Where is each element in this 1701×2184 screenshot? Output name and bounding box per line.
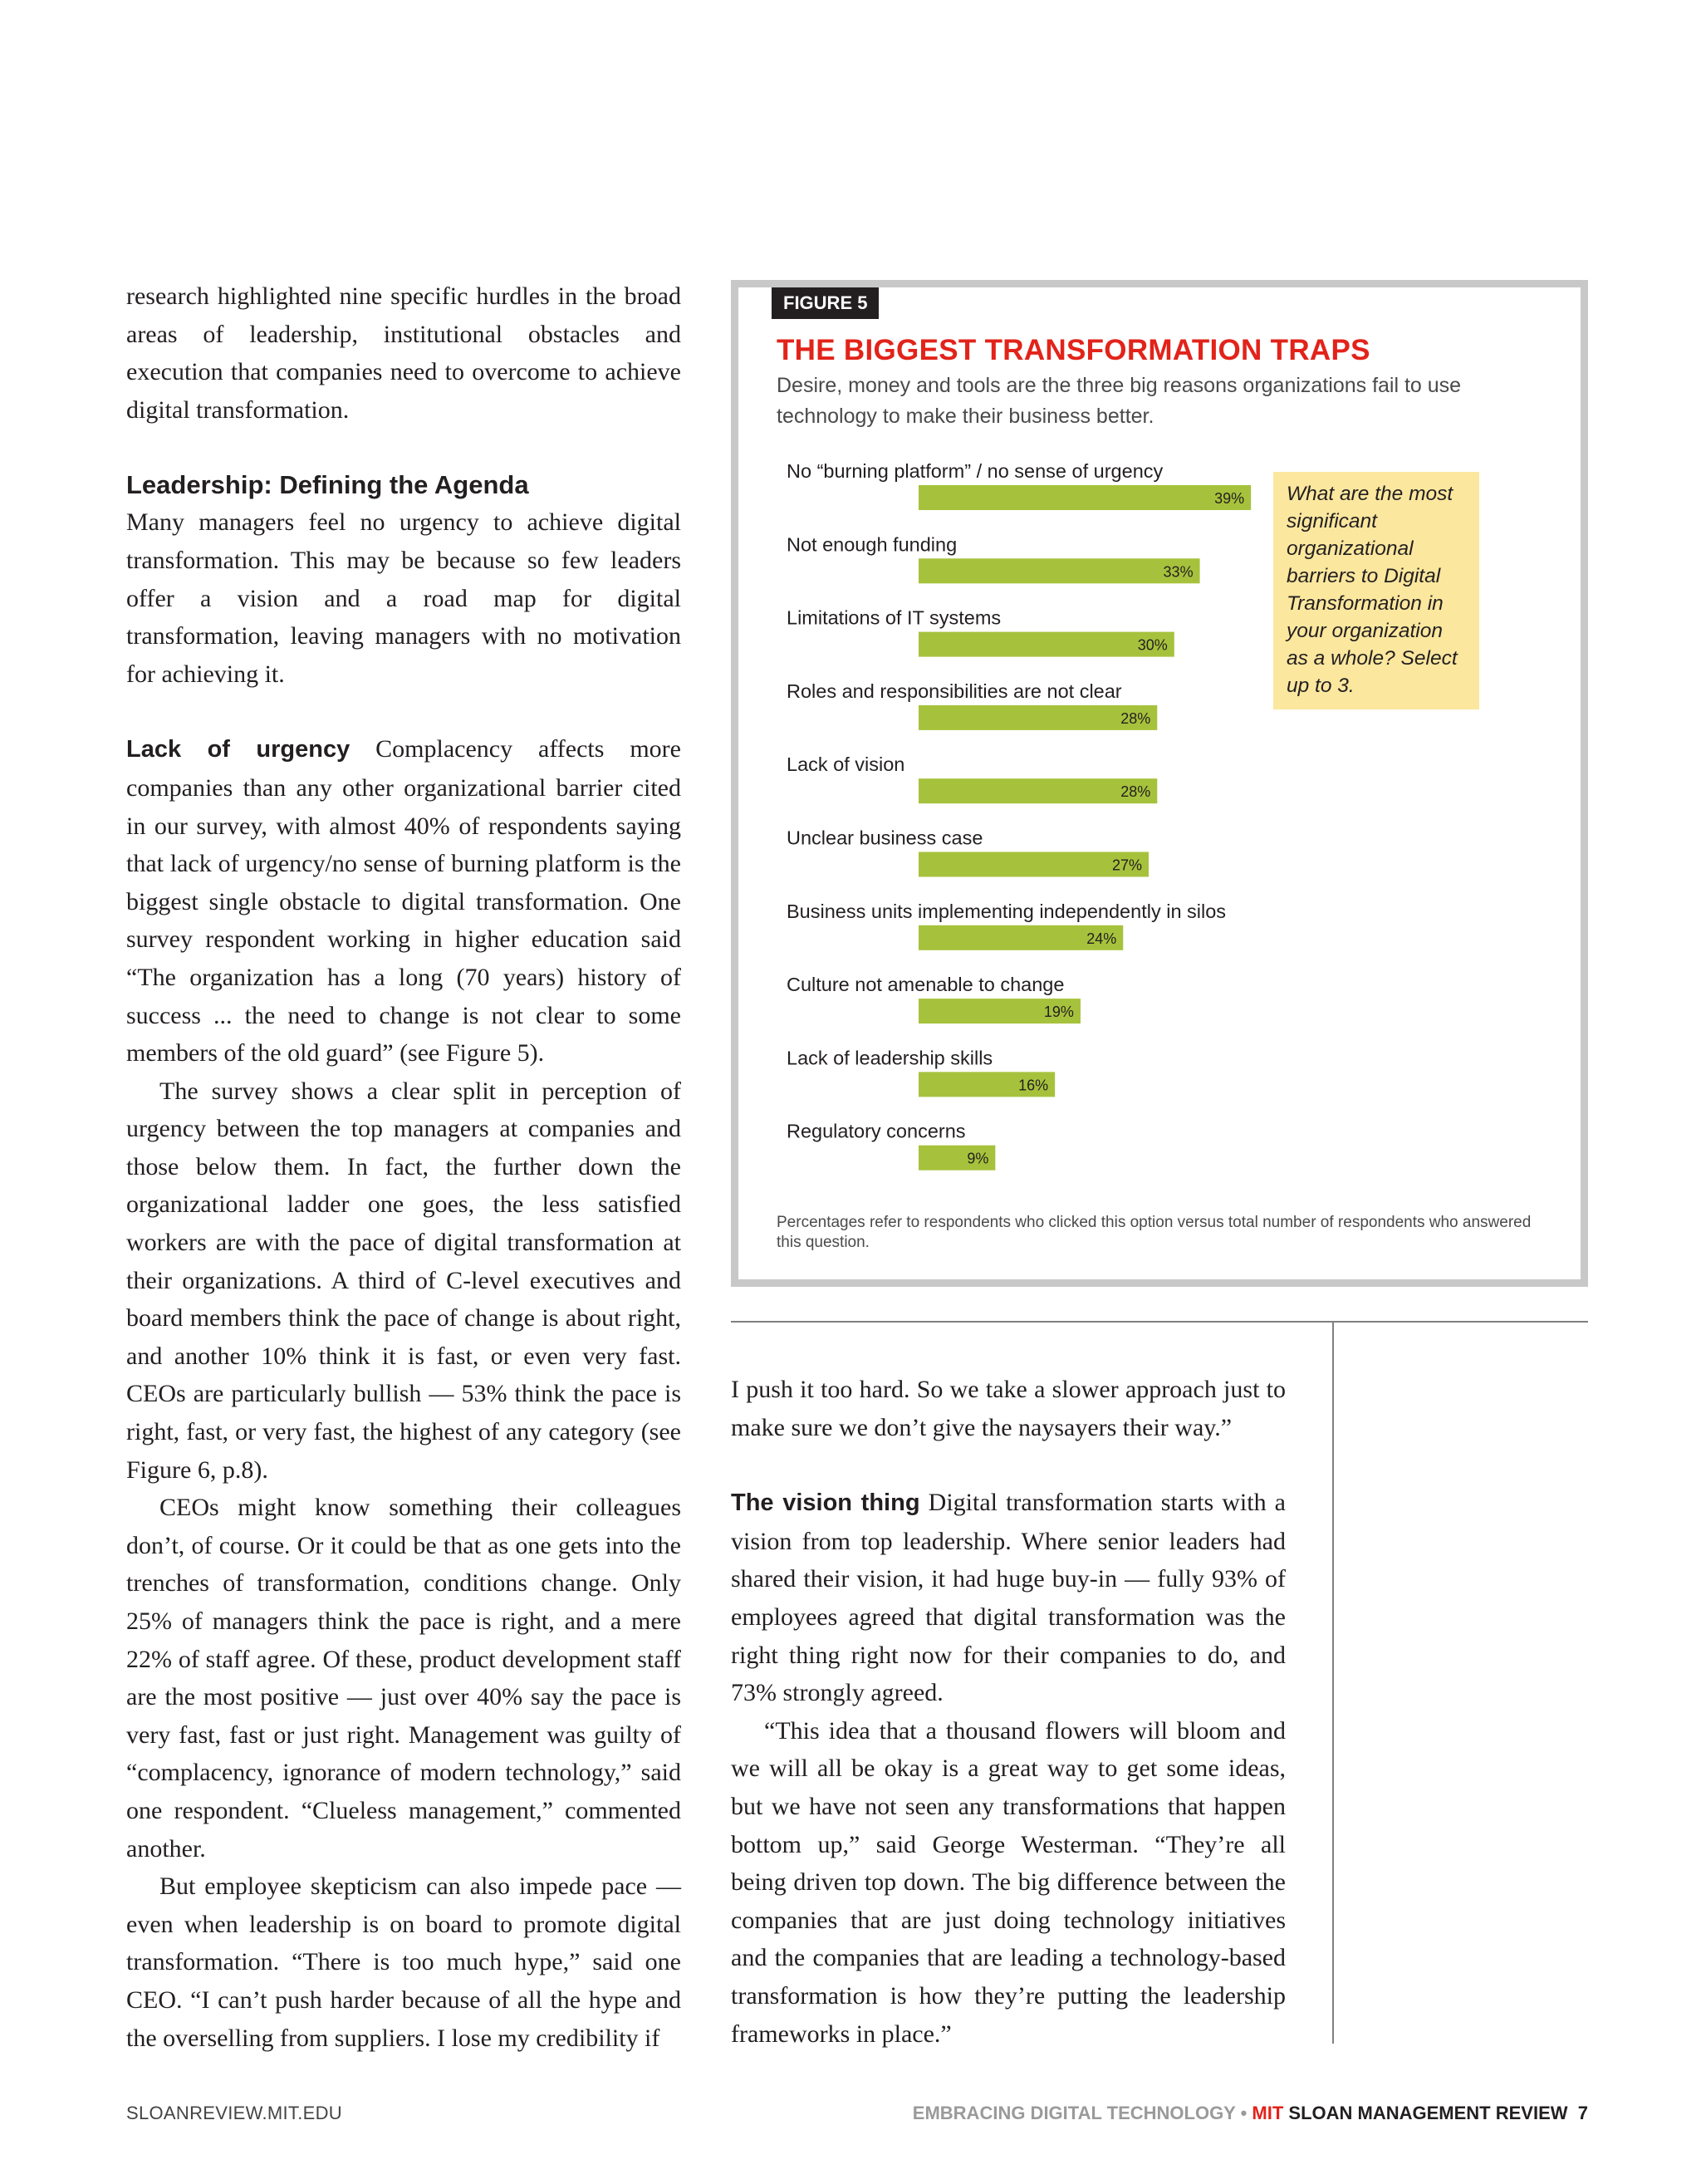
figure-label: FIGURE 5 — [772, 287, 879, 319]
bar-category-label: Culture not amenable to change — [787, 974, 1065, 996]
left-column — [126, 277, 681, 2057]
bar-category-label: No “burning platform” / no sense of urgency — [787, 460, 1164, 482]
footer-section-title: EMBRACING DIGITAL TECHNOLOGY • — [912, 2103, 1252, 2123]
vision-heading: The vision thing — [731, 1490, 920, 1517]
survey-question-callout: What are the most significant organizational barriers to Digital Transformation in your organization as a whole? Select up to 3. — [1273, 472, 1479, 709]
bar — [919, 558, 1200, 583]
bar-category-label: Lack of leadership skills — [787, 1047, 993, 1069]
bar-category-label: Unclear business case — [787, 827, 983, 849]
section-heading: Leadership: Defining the Agenda — [126, 470, 529, 500]
figure-subtitle: Desire, money and tools are the three big reasons organizations fail to use technology to make their business better. — [777, 374, 1462, 428]
split-paragraph: The survey shows a clear split in perception of urgency between the top managers at companies and those below them. In fact, the further down the organizational ladder one goes, the less satisfied workers are with the pace of digital transformation at their organizations. A third of C-level executives and board members think the pace of change is about right, and another 10% think it is fast, or even very fast. CEOs are particularly bullish — 53% think the pace is right, fast, or very fast, the highest of any category (see Figure 6, p.8). — [126, 1077, 681, 1484]
bar-category-label: Limitations of IT systems — [787, 606, 1002, 629]
horizontal-divider — [731, 1321, 1588, 1323]
footer-mit: MIT — [1252, 2103, 1284, 2123]
bar-category-label: Roles and responsibilities are not clear — [787, 680, 1122, 702]
flowers-paragraph: “This idea that a thousand flowers will bloom and we will all be okay is a great way to get some ideas, but we have not seen any transformations that happen bottom up,” said George Westerman. “They’re all being driven top down. The big difference between the companies that are just doing technology initiatives and the companies that are leading a technology-based transformation is how they’re putting the leadership frameworks in place.” — [731, 1716, 1286, 2048]
footer-url: SLOANREVIEW.MIT.EDU — [126, 2103, 342, 2123]
section-intro-paragraph: Many managers feel no urgency to achieve digital transformation. This may be because so few leaders offer a vision and a road map for digital transformation, leaving managers with no motivation for achieving it. — [126, 508, 681, 688]
bar-value-label: 24% — [1086, 930, 1117, 947]
bar-value-label: 16% — [1018, 1077, 1049, 1094]
figure-footnote: Percentages refer to respondents who clicked this option versus total number of respondents who answered this question. — [777, 1214, 1532, 1251]
footer-publication — [913, 2098, 1588, 2128]
urgency-text: Complacency affects more companies than any other organizational barrier cited in our survey, with almost 40% of respondents saying that lack of urgency/no sense of burning platform is the biggest single obstacle to digital transformation. One survey respondent working in higher education said “The organization has a long (70 years) history of success ... the need to change is not clear to some members of the old guard” (see Figure 5). — [126, 735, 681, 1067]
bar — [919, 632, 1174, 657]
bar-value-label: 39% — [1214, 490, 1245, 507]
page-number: 7 — [1577, 2103, 1588, 2123]
figure-box — [731, 280, 1588, 1287]
bar-value-label: 30% — [1137, 636, 1168, 654]
vision-text: Digital transformation starts with a vision from top leadership. Where senior leaders had shared their vision, it had huge buy-in — fully 93% of employees agreed that digital transformation was the right thing right now for their companies to do, and 73% strongly agreed. — [731, 1489, 1286, 1707]
bar-value-label: 19% — [1043, 1004, 1074, 1021]
bar-value-label: 28% — [1120, 709, 1151, 727]
bar-value-label: 9% — [967, 1150, 989, 1167]
bar-value-label: 33% — [1163, 563, 1194, 581]
bar-value-label: 28% — [1120, 783, 1151, 801]
vertical-divider — [1332, 1321, 1334, 2044]
footer-journal: SLOAN MANAGEMENT REVIEW — [1283, 2103, 1568, 2123]
bar-category-label: Regulatory concerns — [787, 1120, 966, 1142]
bar-category-label: Lack of vision — [787, 753, 905, 776]
bar-category-label: Business units implementing independently in silos — [787, 900, 1227, 922]
vision-paragraph — [731, 1484, 1286, 1712]
urgency-heading: Lack of urgency — [126, 736, 350, 763]
bar — [919, 485, 1251, 510]
bar-value-label: 27% — [1111, 856, 1143, 874]
continued-paragraph: I push it too hard. So we take a slower approach just to make sure we don’t give the naysayers their way.” — [731, 1376, 1286, 1441]
bar-chart — [738, 287, 1581, 1201]
intro-paragraph: research highlighted nine specific hurdles in the broad areas of leadership, institutional obstacles and execution that companies need to overcome to achieve digital transformation. — [126, 282, 681, 424]
ceos-paragraph: CEOs might know something their colleagues don’t, of course. Or it could be that as one gets into the trenches of transformation, conditions change. Only 25% of managers think the pace is right, and a mere 22% of staff agree. Of these, product development staff are the most positive — just over 40% say the pace is very fast, fast or just right. Management was guilty of “complacency, ignorance of modern technology,” said one respondent. “Clueless management,” commented another. — [126, 1494, 681, 1863]
bar-category-label: Not enough funding — [787, 533, 958, 556]
urgency-paragraph — [126, 730, 681, 1072]
figure-title: THE BIGGEST TRANSFORMATION TRAPS — [777, 334, 1370, 366]
right-column — [731, 1371, 1286, 2053]
skepticism-paragraph: But employee skepticism can also impede pace — even when leadership is on board to promote digital transformation. “There is too much hype,” said one CEO. “I can’t push harder because of all the hype and the overselling from suppliers. I lose my credibility if — [126, 1872, 681, 2052]
